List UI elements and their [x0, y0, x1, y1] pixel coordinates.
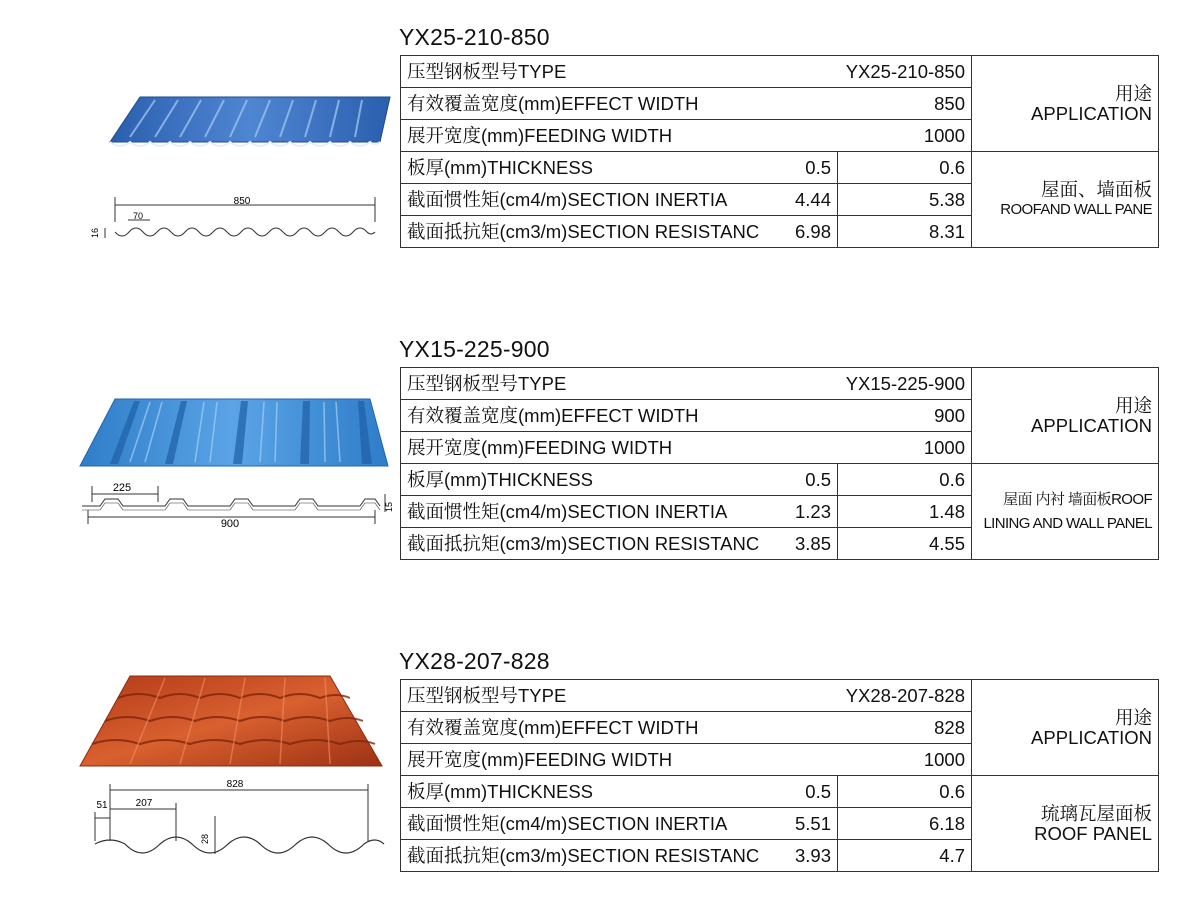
- application-cell: [972, 368, 1159, 464]
- application-cn: 用途: [1115, 706, 1153, 728]
- use-cn: 琉璃瓦屋面板: [1041, 802, 1153, 824]
- inertia-value-b: 6.18: [838, 808, 972, 840]
- inertia-label: 截面惯性矩(cm4/m)SECTION INERTIA: [407, 500, 728, 522]
- product-figure: [70, 666, 400, 876]
- trapezoidal-sheet-image: [70, 354, 400, 564]
- dimension-total: 850: [233, 196, 251, 207]
- use-cell: [972, 464, 1159, 560]
- type-label: 压型钢板型号TYPE: [407, 372, 567, 394]
- type-row: [401, 368, 972, 400]
- feeding-width-row: [401, 432, 972, 464]
- product-title: YX15-225-900: [399, 336, 550, 362]
- inertia-value-a: 1.23: [794, 500, 831, 522]
- feeding-width-row: [401, 744, 972, 776]
- use-en: ROOFAND WALL PANE: [1000, 200, 1153, 218]
- inertia-row: [401, 496, 838, 528]
- spec-table: [400, 55, 1159, 248]
- use-cn: 屋面、墙面板: [1041, 178, 1153, 200]
- resistance-label: 截面抵抗矩(cm3/m)SECTION RESISTANC: [407, 220, 760, 242]
- inertia-value-b: 1.48: [838, 496, 972, 528]
- application-cn: 用途: [1115, 394, 1153, 416]
- use-cn: 屋面 内衬 墙面板ROOF: [1003, 490, 1153, 508]
- resistance-value-a: 6.98: [794, 220, 831, 242]
- dimension-total: 828: [226, 779, 244, 790]
- dimension-total: 900: [220, 518, 240, 530]
- resistance-value-a: 3.85: [794, 532, 831, 554]
- resistance-value-a: 3.93: [794, 844, 831, 866]
- resistance-label: 截面抵抗矩(cm3/m)SECTION RESISTANC: [407, 532, 760, 554]
- product-section-yx28: [0, 646, 1203, 886]
- application-cell: [972, 680, 1159, 776]
- product-section-yx25: [0, 22, 1203, 262]
- inertia-value-a: 4.44: [794, 188, 831, 210]
- thickness-row: [401, 464, 838, 496]
- thickness-value-b: 0.6: [838, 464, 972, 496]
- product-figure: [70, 42, 400, 252]
- use-en: ROOF PANEL: [1034, 822, 1153, 844]
- inertia-label: 截面惯性矩(cm4/m)SECTION INERTIA: [407, 188, 728, 210]
- dimension-height: 15: [384, 501, 394, 512]
- type-value: YX25-210-850: [845, 60, 966, 82]
- dimension-pitch: 207: [135, 798, 153, 809]
- application-en: APPLICATION: [1031, 414, 1153, 436]
- effect-width-label: 有效覆盖宽度(mm)EFFECT WIDTH: [407, 404, 699, 426]
- glazed-tile-sheet-image: [70, 666, 400, 876]
- effect-width-value: 850: [934, 92, 966, 114]
- type-value: YX15-225-900: [845, 372, 966, 394]
- effect-width-label: 有效覆盖宽度(mm)EFFECT WIDTH: [407, 92, 699, 114]
- resistance-label: 截面抵抗矩(cm3/m)SECTION RESISTANC: [407, 844, 760, 866]
- inertia-label: 截面惯性矩(cm4/m)SECTION INERTIA: [407, 812, 728, 834]
- effect-width-row: [401, 400, 972, 432]
- effect-width-label: 有效覆盖宽度(mm)EFFECT WIDTH: [407, 716, 699, 738]
- use-cell: [972, 152, 1159, 248]
- inertia-row: [401, 184, 838, 216]
- use-en: LINING AND WALL PANEL: [983, 514, 1153, 532]
- thickness-value-a: 0.5: [805, 780, 831, 802]
- dimension-height: 16: [90, 227, 100, 238]
- thickness-label: 板厚(mm)THICKNESS: [407, 468, 594, 490]
- type-label: 压型钢板型号TYPE: [407, 684, 567, 706]
- thickness-row: [401, 776, 838, 808]
- thickness-value-a: 0.5: [805, 468, 831, 490]
- thickness-label: 板厚(mm)THICKNESS: [407, 156, 594, 178]
- application-cn: 用途: [1115, 82, 1153, 104]
- feeding-width-row: [401, 120, 972, 152]
- spec-table: [400, 679, 1159, 872]
- thickness-value-b: 0.6: [838, 152, 972, 184]
- resistance-value-b: 4.55: [838, 528, 972, 560]
- dimension-height: 28: [200, 833, 210, 844]
- feeding-width-label: 展开宽度(mm)FEEDING WIDTH: [407, 436, 673, 458]
- dimension-pitch: 70: [132, 211, 144, 221]
- effect-width-row: [401, 88, 972, 120]
- resistance-value-b: 8.31: [838, 216, 972, 248]
- type-row: [401, 56, 972, 88]
- feeding-width-value: 1000: [923, 436, 966, 458]
- resistance-row: [401, 528, 838, 560]
- resistance-value-b: 4.7: [838, 840, 972, 872]
- application-en: APPLICATION: [1031, 102, 1153, 124]
- feeding-width-value: 1000: [923, 124, 966, 146]
- inertia-value-a: 5.51: [794, 812, 831, 834]
- application-cell: [972, 56, 1159, 152]
- effect-width-value: 900: [934, 404, 966, 426]
- inertia-value-b: 5.38: [838, 184, 972, 216]
- product-title: YX28-207-828: [399, 648, 550, 674]
- corrugated-sheet-image: [70, 42, 400, 252]
- thickness-value-a: 0.5: [805, 156, 831, 178]
- product-title: YX25-210-850: [399, 24, 550, 50]
- spec-table: [400, 367, 1159, 560]
- resistance-row: [401, 216, 838, 248]
- resistance-row: [401, 840, 838, 872]
- effect-width-row: [401, 712, 972, 744]
- thickness-value-b: 0.6: [838, 776, 972, 808]
- thickness-label: 板厚(mm)THICKNESS: [407, 780, 594, 802]
- dimension-edge: 51: [96, 800, 108, 811]
- inertia-row: [401, 808, 838, 840]
- feeding-width-label: 展开宽度(mm)FEEDING WIDTH: [407, 748, 673, 770]
- product-section-yx15: [0, 334, 1203, 574]
- type-value: YX28-207-828: [845, 684, 966, 706]
- type-label: 压型钢板型号TYPE: [407, 60, 567, 82]
- application-en: APPLICATION: [1031, 726, 1153, 748]
- dimension-pitch: 225: [112, 482, 132, 494]
- feeding-width-value: 1000: [923, 748, 966, 770]
- type-row: [401, 680, 972, 712]
- effect-width-value: 828: [934, 716, 966, 738]
- feeding-width-label: 展开宽度(mm)FEEDING WIDTH: [407, 124, 673, 146]
- product-figure: [70, 354, 400, 564]
- thickness-row: [401, 152, 838, 184]
- use-cell: [972, 776, 1159, 872]
